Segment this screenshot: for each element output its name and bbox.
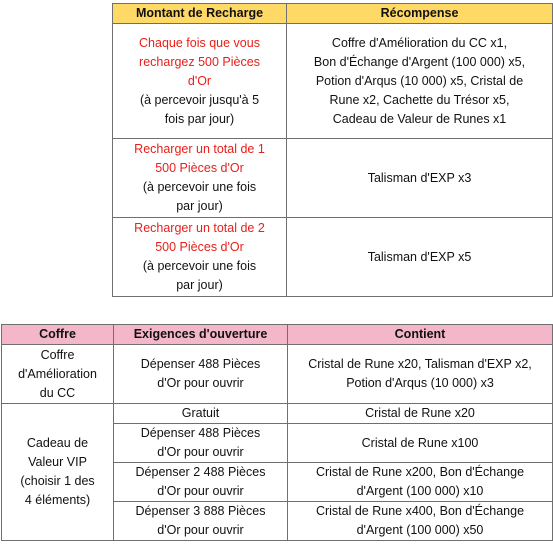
- recharge-amount-header: Montant de Recharge: [113, 4, 287, 24]
- recharge-reward-header: Récompense: [287, 4, 553, 24]
- contents-line: Cristal de Rune x20: [365, 406, 475, 420]
- requirement-cell: [114, 463, 288, 502]
- contents-line: d'Argent (100 000) x10: [356, 484, 484, 498]
- contents-line: Cristal de Rune x400, Bon d'Échange: [315, 504, 525, 518]
- requirement-header: Exigences d'ouverture: [114, 325, 288, 345]
- recharge-note-line: (à percevoir jusqu'à 5: [139, 92, 260, 107]
- recharge-amount-line: Chaque fois que vous: [139, 35, 260, 50]
- contents-line: Cristal de Rune x200, Bon d'Échange: [315, 465, 525, 479]
- chest-header: Coffre: [2, 325, 114, 345]
- contents-cell: [288, 502, 553, 541]
- chest-name-line: 4 éléments): [24, 493, 91, 507]
- recharge-amount-cell: [113, 24, 287, 139]
- chest-option-row: [2, 345, 553, 404]
- contents-header: Contient: [288, 325, 553, 345]
- chest-table: [1, 324, 553, 541]
- requirement-line: Dépenser 3 888 Pièces: [135, 504, 266, 518]
- requirement-line: Dépenser 488 Pièces: [140, 426, 261, 440]
- chest-name-line: du CC: [39, 385, 76, 400]
- contents-line: Potion d'Arqus (10 000) x3: [346, 376, 494, 390]
- recharge-row: [113, 24, 553, 139]
- recharge-note: [116, 91, 283, 129]
- requirement-cell: [114, 345, 288, 404]
- contents-cell: [288, 424, 553, 463]
- recharge-note: [116, 257, 283, 295]
- recharge-reward-cell: [287, 218, 553, 297]
- recharge-reward-line: Talisman d'EXP x3: [367, 170, 472, 185]
- requirement-cell: [114, 502, 288, 541]
- recharge-reward-line: Rune x2, Cachette du Trésor x5,: [329, 92, 510, 107]
- recharge-amount-cell: [113, 218, 287, 297]
- recharge-reward-line: Talisman d'EXP x5: [367, 249, 472, 264]
- recharge-note-line: fois par jour): [164, 111, 235, 126]
- recharge-note-line: par jour): [176, 278, 223, 292]
- recharge-amount-line: d'Or: [187, 73, 212, 88]
- contents-line: Cristal de Rune x100: [361, 435, 479, 450]
- recharge-note: [116, 178, 283, 216]
- recharge-reward-cell: [287, 24, 553, 139]
- chest-name-line: (choisir 1 des: [20, 474, 95, 488]
- recharge-reward-cell: [287, 139, 553, 218]
- chest-name-line: Valeur VIP: [28, 455, 87, 469]
- recharge-amount-line: Recharger un total de 2: [134, 221, 265, 235]
- recharge-reward-table: [112, 3, 553, 297]
- recharge-note-line: (à percevoir une fois: [142, 259, 257, 273]
- recharge-row: [113, 139, 553, 218]
- requirement-cell: [114, 404, 288, 424]
- requirement-line: Dépenser 2 488 Pièces: [135, 465, 266, 479]
- recharge-amount-line: rechargez 500 Pièces: [139, 54, 260, 69]
- contents-cell: [288, 404, 553, 424]
- requirement-line: d'Or pour ouvrir: [157, 484, 244, 498]
- recharge-amount-line: 500 Pièces d'Or: [155, 161, 244, 175]
- recharge-amount-line: 500 Pièces d'Or: [155, 240, 244, 254]
- recharge-note-line: par jour): [176, 199, 223, 213]
- contents-cell: [288, 345, 553, 404]
- contents-cell: [288, 463, 553, 502]
- chest-name-cell: [2, 404, 114, 541]
- requirement-line: d'Or pour ouvrir: [157, 523, 244, 537]
- chest-name-line: Coffre: [40, 347, 75, 362]
- recharge-header-row: [113, 4, 553, 24]
- chest-name-cell: [2, 345, 114, 404]
- chest-name-line: d'Amélioration: [18, 366, 97, 381]
- recharge-amount-cell: [113, 139, 287, 218]
- recharge-note-line: (à percevoir une fois: [142, 180, 257, 194]
- chest-header-row: [2, 325, 553, 345]
- requirement-line: d'Or pour ouvrir: [157, 445, 244, 459]
- recharge-reward-line: Coffre d'Amélioration du CC x1,: [331, 35, 508, 50]
- chest-name-line: Cadeau de: [26, 436, 89, 450]
- chest-option-row: [2, 404, 553, 424]
- recharge-reward-line: Cadeau de Valeur de Runes x1: [332, 111, 507, 126]
- requirement-line: Gratuit: [181, 406, 220, 420]
- contents-line: Cristal de Rune x20, Talisman d'EXP x2,: [308, 357, 532, 371]
- contents-line: d'Argent (100 000) x50: [356, 523, 484, 537]
- requirement-line: d'Or pour ouvrir: [157, 376, 244, 390]
- recharge-reward-line: Bon d'Échange d'Argent (100 000) x5,: [313, 54, 526, 69]
- recharge-amount-line: Recharger un total de 1: [134, 142, 265, 156]
- recharge-reward-line: Potion d'Arqus (10 000) x5, Cristal de: [315, 73, 524, 88]
- recharge-row: [113, 218, 553, 297]
- requirement-line: Dépenser 488 Pièces: [140, 357, 261, 371]
- requirement-cell: [114, 424, 288, 463]
